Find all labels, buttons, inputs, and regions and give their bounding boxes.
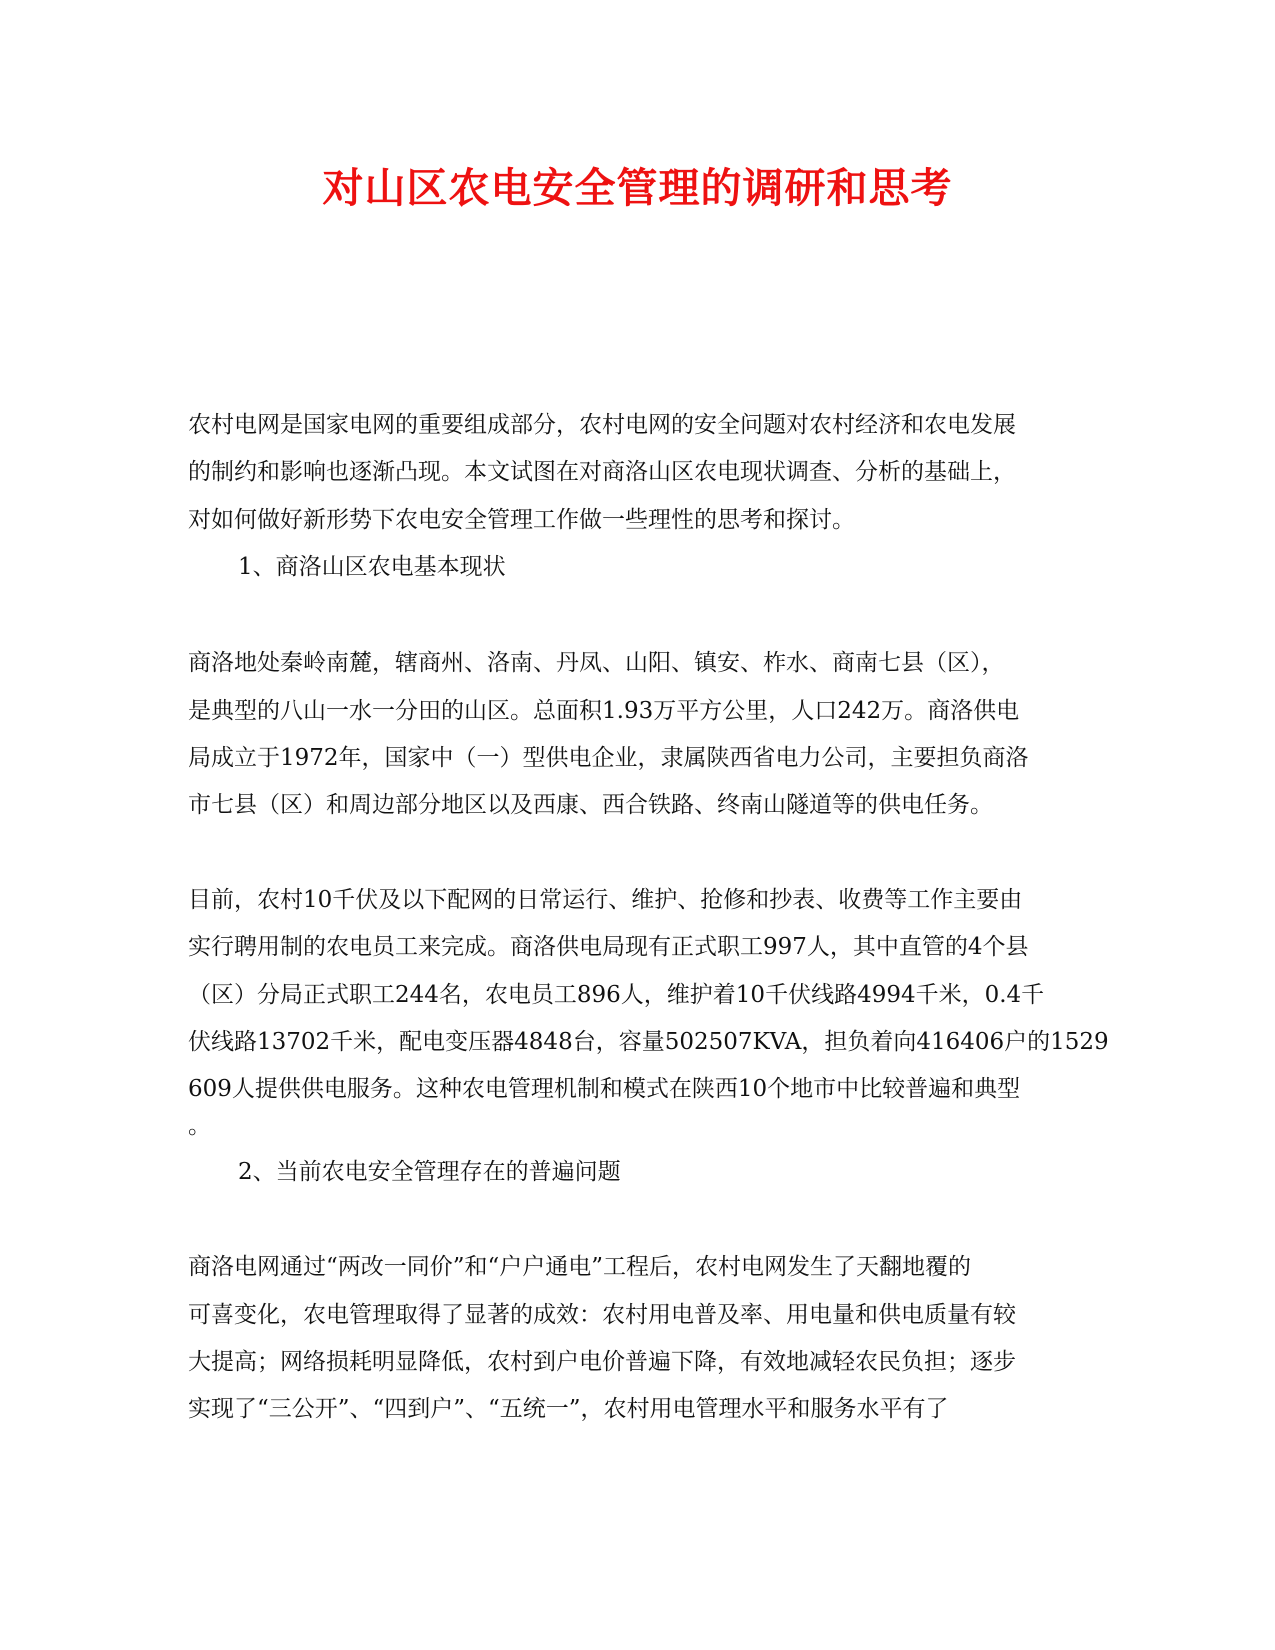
paragraph-line: 大提高；网络损耗明显降低，农村到户电价普遍下降，有效地减轻农民负担；逐步 <box>188 1349 1016 1375</box>
paragraph-line: 的制约和影响也逐渐凸现。本文试图在对商洛山区农电现状调查、分析的基础上， <box>188 459 1016 485</box>
paragraph-line: 局成立于1972年，国家中（一）型供电企业，隶属陕西省电力公司，主要担负商洛 <box>188 745 1029 771</box>
section-heading: 1、商洛山区农电基本现状 <box>238 554 506 580</box>
section-heading: 2、当前农电安全管理存在的普遍问题 <box>238 1159 621 1185</box>
document-title: 对山区农电安全管理的调研和思考 <box>322 164 953 212</box>
paragraph-line: 是典型的八山一水一分田的山区。总面积1.93万平方公里，人口242万。商洛供电 <box>188 698 1020 724</box>
paragraph-line: （区）分局正式职工244名，农电员工896人，维护着10千伏线路4994千米，0.4千 <box>188 982 1045 1008</box>
paragraph-line: 实行聘用制的农电员工来完成。商洛供电局现有正式职工997人，其中直管的4个县 <box>188 934 1029 960</box>
paragraph-line: 609人提供供电服务。这种农电管理机制和模式在陕西10个地市中比较普遍和典型 <box>188 1076 1021 1102</box>
paragraph-line: 商洛电网通过“两改一同价”和“户户通电”工程后，农村电网发生了天翻地覆的 <box>188 1254 972 1280</box>
paragraph-line: 目前，农村10千伏及以下配网的日常运行、维护、抢修和抄表、收费等工作主要由 <box>188 887 1023 913</box>
paragraph-line: 可喜变化，农电管理取得了显著的成效：农村用电普及率、用电量和供电质量有较 <box>188 1302 1016 1328</box>
paragraph-line: 农村电网是国家电网的重要组成部分，农村电网的安全问题对农村经济和农电发展 <box>188 412 1016 438</box>
paragraph-line: 市七县（区）和周边部分地区以及西康、西合铁路、终南山隧道等的供电任务。 <box>188 792 993 818</box>
paragraph-line: 实现了“三公开”、“四到户”、“五统一”，农村用电管理水平和服务水平有了 <box>188 1396 949 1422</box>
paragraph-line: 。 <box>188 1113 211 1139</box>
paragraph-line: 商洛地处秦岭南麓，辖商州、洛南、丹凤、山阳、镇安、柞水、商南七县（区）， <box>188 650 1005 676</box>
paragraph-line: 伏线路13702千米，配电变压器4848台，容量502507KVA，担负着向416406户的1529 <box>188 1029 1109 1055</box>
paragraph-line: 对如何做好新形势下农电安全管理工作做一些理性的思考和探讨。 <box>188 507 855 533</box>
